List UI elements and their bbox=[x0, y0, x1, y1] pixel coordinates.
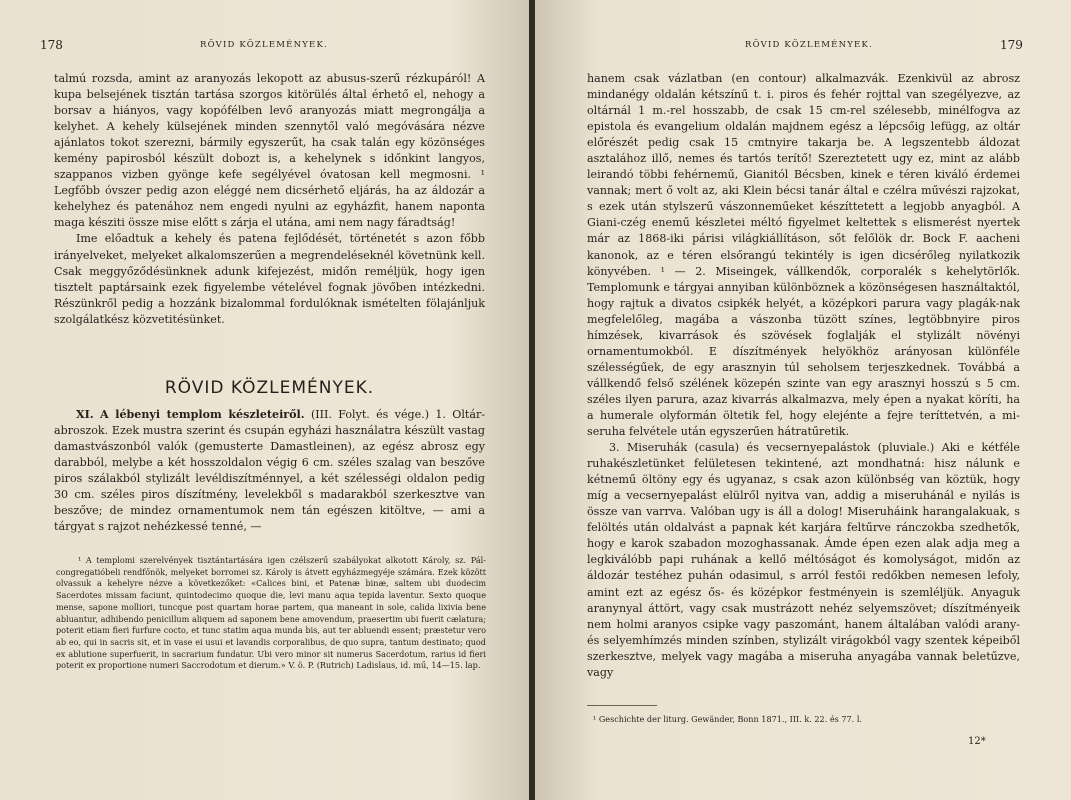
article-body: (III. Folyt. és vége.) 1. Oltárabroszok. Ezek mustra szerint és csupán egyházi használatra készült vastag damastvászonból valók (gemusterte Damastleinen), az egész abrosz egy darabból, melybe a két hosszoldalon végig 6 cm. széles szalag van beszőve piros szálakból stylizált levéldiszítménnyel, a két szélességi oldalon pedig 30 cm. széles piros díszítmény, levelekből s madarakból szerkesztve van beszőve; de mindez ornamentumok nem tán egészen kitöltve, — ami a tárgyat s rajzot nehézkessé tenné, — bbox=[54, 408, 485, 534]
footnote bbox=[56, 555, 486, 672]
page-number: 179 bbox=[1000, 38, 1023, 52]
footnote-text: ¹ A templomi szerelvények tisztántartására igen czélszerű szabályokat alkotott Károly, sz. Pál-congregatióbeli rendfőnök, melyeket borromei sz. Károly is átvett egyházmegyéje számára. Ezek között olvassuk a kehelyre nézve a következőket: «Calices bini, et Patenæ binæ, saltem ubi duodecim Sacerdotes missam faciunt, quintodecimo quoque die, levi manu aqua tepida laventur. Sexto quoque mense, sapone molliori, tuncque post quartam horae partem, qua maneant in sole, calida lixivia bene abluantur, adhibendo penicillum aliquem ad saponem bene amovendum, praesertim ubi fuerit cælatura; poterit etiam fieri furfure cocto, et tunc statim aqua munda bis, aut ter abluendi essent; præstetur vero ab eo, qui in sacris sit, et in vase ei usui et lavandis corporalibus, de quo supra, tantum destinato; quod ex ablutione superfuerit, in sacrarium fundatur. Ubi vero minor sit numerus Sacerdotum, rarius id fieri poterit ex proportione numeri Saccrodotum et dierum.» V. ö. P. (Rutrich) Ladislaus, id. mű, 14—15. lap. bbox=[56, 555, 486, 671]
running-head: RÖVID KÖZLEMÉNYEK. bbox=[745, 40, 873, 50]
paragraph: 3. Miseruhák (casula) és vecsernyepalástok (pluviale.) Aki e kétféle ruhakészletünket felületesen tekintené, azt mondhatná: hisz nálunk e kétnemű öltöny egy és ugyanaz, s csak azon különbség van köztük, hogy míg a vecsernyepalást elülről nyitva van, addig a miseruhánál e nyilás is össze van varrva. Valóban ugy is áll a dolog! Miseruháink harangalakuak, s felöltés után oldalvást a papnak két karjára feltűrve ránczokba szedhetők, hogy e karok szabadon mozoghassanak. Ámde épen ezen alak adja meg a legkiválóbb papi ruhának a kellő méltóságot és komolyságot, midőn az áldozár testéhez puhán odasimul, s arról festői redőkben nemesen lefoly, amint ezt az egész ős- és középkor festményein is szemléljük. Anyaguk aranynyal áttört, vagy csak mustrázott nehéz selyemszövet; díszítményeik nem holmi aranyos csipke vagy paszománt, hanem általában valódi arany- és selyemhímzés minden színben, stylizált virágokból vagy szentek képeiből szerkesztve, melyek vagy magába a miseruha anyagába vannak beletűzve, vagy bbox=[587, 441, 1020, 679]
article-number: XI. bbox=[76, 408, 94, 421]
signature-mark: 12* bbox=[968, 736, 986, 747]
running-head: RÖVID KÖZLEMÉNYEK. bbox=[200, 40, 328, 50]
footnote-text: ¹ Geschichte der liturg. Gewänder, Bonn 1871., III. k. 22. és 77. l. bbox=[593, 714, 862, 724]
article-title: A lébenyi templom készleteiről. bbox=[99, 408, 305, 421]
footnote-rule bbox=[587, 705, 657, 706]
left-page bbox=[0, 0, 529, 800]
section-title: RÖVID KÖZLEMÉNYEK. bbox=[164, 378, 375, 398]
main-text bbox=[54, 71, 485, 328]
right-page bbox=[535, 0, 1071, 800]
page-number: 178 bbox=[40, 38, 63, 52]
main-text bbox=[587, 71, 1020, 681]
section-heading-block bbox=[54, 378, 485, 398]
article-text bbox=[54, 407, 485, 535]
paragraph: talmú rozsda, amint az aranyozás lekopott az abusus-szerű rézkupáról! A kupa belsejének tisztán tartása szorgos kitörülés által érhető el, nehogy a borsav a hiányos, vagy kopófélben levő aranyozás miatt megrongálja a kelyhet. A kehely külsejének minden szennytől való megóvására nézve ajánlatos tokot szerezni, bármily egyszerűt, ha csak talán egy közönséges kemény papirosból készült dobozt is, a kehelynek s időnkint langyos, szappanos vizben gyönge kefe segélyével óvatosan kell megmosni. ¹ Legfőbb óvszer pedig azon eléggé nem dicsérhető eljárás, ha az áldozár a kehelyhez és patenához nem engedi nyulni az egyházfit, hanem naponta maga késziti össze mise előtt s zárja el utána, ami nem nagy fáradtság! bbox=[54, 72, 485, 230]
paragraph: hanem csak vázlatban (en contour) alkalmazvák. Ezenkivül az abrosz mindanégy oldalán kétszínű t. i. piros és fehér rojttal van szegélyezve, az oltárnál 1 m.-rel hosszabb, de csak 15 cm-rel szélesebb, minélfogva az epistola és evangelium oldalán majdnem egész a lépcsőig lefügg, az oltár előrészét pedig csak 15 cmtnyire takarja be. A legszentebb áldozat asztalához illő, nemes és tartós terítő! Szereztetett ugy ez, mint az alább leirandó többi fehérnemű, Gianitól Bécsben, kinek e téren kiváló érdemei vannak; mert ő volt az, aki Klein bécsi tanár által e czélra művészi rajzokat, s ezek után stylszerű vászonneműeket készíttetett a legjobb anyagból. A Giani-czég enemű készletei méltó figyelmet keltettek s elismerést nyertek már az 1868-iki párisi világkiállításon, sőt felőlök dr. Bock F. aacheni kanonok, az e téren elsőrangú tekintély is igen dicsérőleg nyilatkozik könyvében. ¹ — 2. Miseingek, vállkendők, corporalék s kehelytörlők. Templomunk e tárgyai annyiban különböznek a közönségesen használtaktól, hogy rajtuk a divatos csipkék helyét, a középkori parura vagy plagák-nak megfelelőleg, magába a vászonba tüzött színes, legtöbbnyire piros hímzések, kivarrások és szövések foglalják el stylizált növényi ornamentumokból. E díszítmények helyökhöz arányosan különféle szélességűek, de egy arasznyin túl seholsem terjeszkednek. Továbbá a vállkendő felső szélének közepén szinte van egy arasznyi hosszú s 5 cm. széles ilyen parura, azaz kivarrás alkalmazva, mely épen a nyakat köríti, ha a humerale olyformán öltetik fel, hogy elejénte a fejre teríttetvén, a miseruha felvétele után egyszerűen hátratűretik. bbox=[587, 72, 1020, 439]
footnote bbox=[593, 714, 1013, 726]
paragraph: Ime előadtuk a kehely és patena fejlődését, történetét s azon főbb irányelveket, melyeket alkalomszerűen a megrendeléseknél követnünk kell. Csak meggyőződésünknek adunk kifejezést, midőn reméljük, hogy igen tisztelt paptársaink ezek figyelembe vételével fognak jövőben intézkedni. Részünkről pedig a hozzánk bizalommal fordulóknak ismételten fölajánljuk szolgálatkész közvetitésünket. bbox=[54, 232, 485, 326]
